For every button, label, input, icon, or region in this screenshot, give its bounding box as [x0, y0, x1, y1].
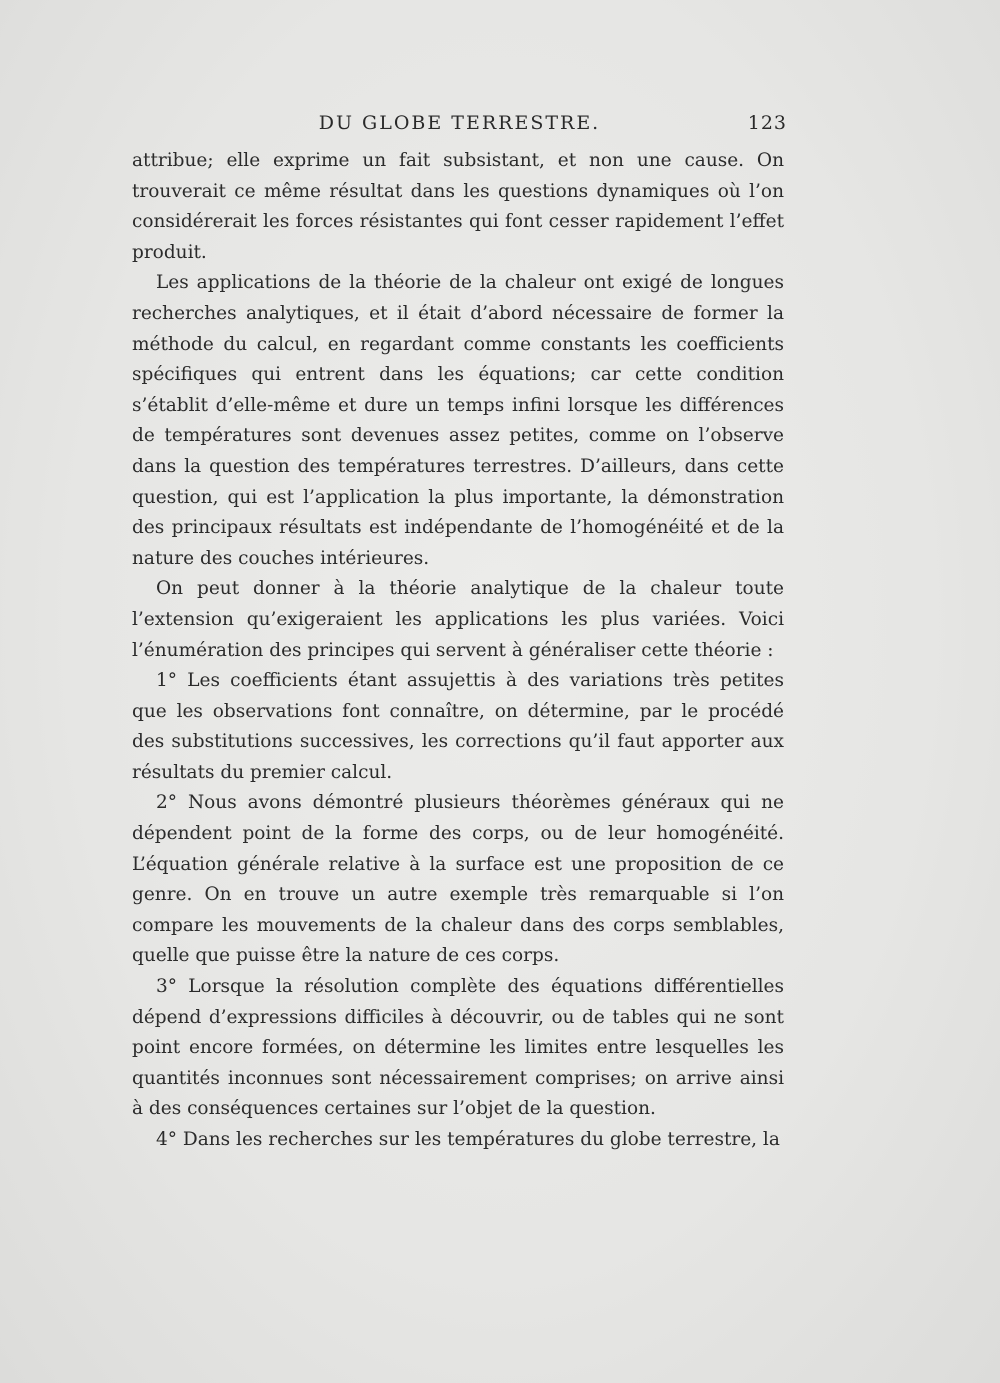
- paragraph-applications: Les applications de la théorie de la chaleur ont exigé de longues recherches analytiques, et il était d’abord nécessaire de former la méthode du calcul, en regardant comme constants les coefficients spécifiques qui entrent dans les équations; car cette condition s’établit d’elle-même et dure un temps infini lorsque les différences de températures sont devenues assez petites, comme on l’observe dans la question des températures terrestres. D’ailleurs, dans cette question, qui est l’application la plus importante, la démonstration des principaux résultats est indépendante de l’homogénéité et de la nature des couches intérieures.: [132, 272, 784, 569]
- list-item-1: 1° Les coefficients étant assujettis à des variations très petites que les observations font connaître, on détermine, par le procédé des substitutions successives, les corrections qu’il faut apporter aux résultats du premier calcul.: [132, 670, 784, 783]
- list-item-3: 3° Lorsque la résolution complète des équations différentielles dépend d’expressions difficiles à découvrir, ou de tables qui ne sont point encore formées, on détermine les limites entre lesquelles les quantités inconnues sont nécessairement comprises; on arrive ainsi à des conséquences certaines sur l’objet de la question.: [132, 976, 784, 1120]
- page-header: [132, 112, 787, 140]
- body-text: [132, 146, 784, 1156]
- list-item-2: 2° Nous avons démontré plusieurs théorèmes généraux qui ne dépendent point de la forme des corps, ou de leur homogénéité. L’équation générale relative à la surface est une proposition de ce genre. On en trouve un autre exemple très remarquable si l’on compare les mouvements de la chaleur dans des corps semblables, quelle que puisse être la nature de ces corps.: [132, 792, 784, 967]
- list-item-4: 4° Dans les recherches sur les températures du globe terrestre, la: [156, 1129, 780, 1150]
- running-title: DU GLOBE TERRESTRE.: [318, 112, 601, 134]
- paragraph-extension: On peut donner à la théorie analytique de la chaleur toute l’extension qu’exigeraient les applications les plus variées. Voici l’énumération des principes qui servent à généraliser cette théorie :: [132, 578, 784, 661]
- paragraph-continuation: attribue; elle exprime un fait subsistant, et non une cause. On trouverait ce même résultat dans les questions dynamiques où l’on considérerait les forces résistantes qui font cesser rapidement l’effet produit.: [132, 150, 784, 263]
- page-number: 123: [747, 112, 787, 134]
